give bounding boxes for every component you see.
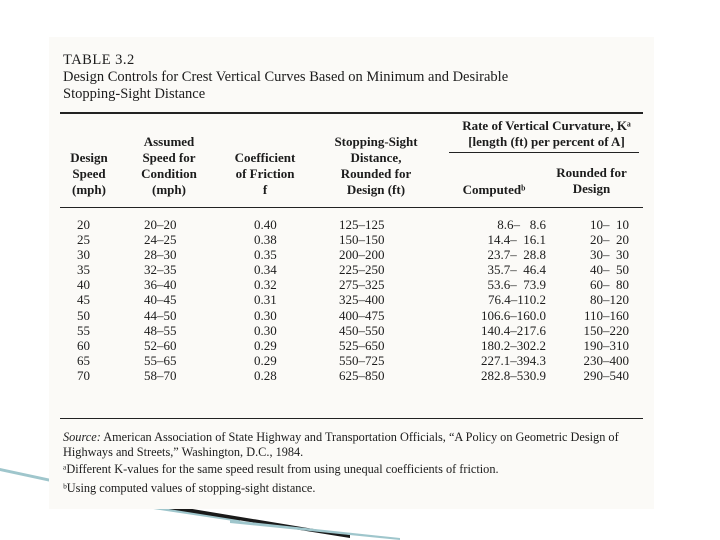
rounded-k-cell: 10– 10 (590, 217, 629, 232)
computed-k-cell: 8.6– 8.6 (497, 217, 546, 232)
design-speed-cell: 55 (77, 322, 90, 338)
table-bottom-rule (60, 418, 643, 419)
assumed-speed-cell: 58–70 (144, 367, 177, 383)
stopping-sight-cell: 200–200 (339, 247, 385, 263)
footnote-a: ᵃDifferent K-values for the same speed result from using unequal coefficients of friction. (63, 462, 499, 476)
column-friction (254, 217, 294, 383)
header-bottom-rule (60, 207, 643, 208)
friction-cell: 0.40 (254, 217, 277, 232)
assumed-speed-cell: 28–30 (144, 247, 177, 263)
assumed-speed-cell: 32–35 (144, 262, 177, 278)
assumed-speed-cell: 48–55 (144, 322, 177, 338)
rounded-k-cell: 290–540 (583, 367, 629, 383)
column-assumed-speed (144, 217, 204, 383)
stopping-sight-cell: 525–650 (339, 337, 385, 353)
column-rounded (549, 217, 629, 383)
friction-cell: 0.30 (254, 307, 277, 323)
table-title-line-2: Stopping-Sight Distance (63, 86, 206, 102)
header-computed: Computedᵇ (462, 182, 526, 197)
friction-cell: 0.34 (254, 262, 277, 278)
assumed-speed-cell: 24–25 (144, 232, 177, 248)
friction-cell: 0.35 (254, 247, 277, 263)
rounded-k-cell: 110–160 (583, 307, 629, 323)
design-speed-cell: 25 (77, 232, 90, 248)
source-text: American Association of State Highway and Transportation Officials, “A Policy on Geometric Design of Highways and Streets,” Washington, D.C., 1984. (63, 430, 619, 459)
assumed-speed-cell: 44–50 (144, 307, 177, 323)
source-label: Source: (63, 430, 101, 444)
computed-k-cell: 35.7– 46.4 (487, 262, 546, 278)
friction-cell: 0.30 (254, 322, 277, 338)
stopping-sight-cell: 550–725 (339, 352, 385, 368)
stopping-sight-cell: 450–550 (339, 322, 385, 338)
column-stopping-sight (339, 217, 429, 383)
friction-cell: 0.38 (254, 232, 277, 248)
header-stopping-sight: Stopping-Sight Distance, Rounded for Design (ft) (334, 134, 418, 197)
design-speed-cell: 65 (77, 352, 90, 368)
table-number: TABLE 3.2 (63, 52, 135, 68)
computed-k-cell: 180.2–302.2 (481, 337, 546, 353)
rounded-k-cell: 40– 50 (590, 262, 629, 278)
table-title-line-1: Design Controls for Crest Vertical Curves Based on Minimum and Desirable (63, 69, 509, 85)
column-computed (451, 217, 546, 383)
design-speed-cell: 20 (77, 217, 90, 232)
header-coefficient: Coefficient of Friction f (234, 150, 296, 197)
stopping-sight-cell: 275–325 (339, 277, 385, 293)
rounded-k-cell: 30– 30 (590, 247, 629, 263)
source-note (63, 430, 643, 460)
stopping-sight-cell: 125–125 (339, 217, 385, 232)
header-rate-k: Rate of Vertical Curvature, Kᵃ [length (ft) per percent of A] (462, 118, 631, 149)
assumed-speed-cell: 52–60 (144, 337, 177, 353)
scanned-table-page (49, 37, 654, 509)
design-speed-cell: 50 (77, 307, 90, 323)
friction-cell: 0.29 (254, 337, 277, 353)
table-title-block (63, 52, 508, 103)
header-design-speed: Design Speed (mph) (70, 150, 108, 197)
assumed-speed-cell: 55–65 (144, 352, 177, 368)
friction-cell: 0.32 (254, 277, 277, 293)
footnote-b: ᵇUsing computed values of stopping-sight distance. (63, 481, 316, 495)
computed-k-cell: 106.6–160.0 (481, 307, 546, 323)
friction-cell: 0.31 (254, 292, 277, 308)
rounded-k-cell: 80–120 (590, 292, 629, 308)
rounded-k-cell: 150–220 (583, 322, 629, 338)
design-speed-cell: 35 (77, 262, 90, 278)
design-speed-cell: 30 (77, 247, 90, 263)
top-rule (60, 112, 643, 114)
column-design-speed (77, 217, 107, 383)
design-speed-cell: 60 (77, 337, 90, 353)
stopping-sight-cell: 150–150 (339, 232, 385, 248)
rate-group-rule (449, 152, 639, 153)
design-speed-cell: 70 (77, 367, 90, 383)
rounded-k-cell: 60– 80 (590, 277, 629, 293)
rounded-k-cell: 20– 20 (590, 232, 629, 248)
friction-cell: 0.28 (254, 367, 277, 383)
stopping-sight-cell: 325–400 (339, 292, 385, 308)
computed-k-cell: 23.7– 28.8 (487, 247, 546, 263)
computed-k-cell: 14.4– 16.1 (487, 232, 546, 248)
rounded-k-cell: 190–310 (583, 337, 629, 353)
friction-cell: 0.29 (254, 352, 277, 368)
computed-k-cell: 76.4–110.2 (487, 292, 546, 308)
stopping-sight-cell: 400–475 (339, 307, 385, 323)
computed-k-cell: 227.1–394.3 (481, 352, 546, 368)
assumed-speed-cell: 36–40 (144, 277, 177, 293)
computed-k-cell: 140.4–217.6 (481, 322, 546, 338)
rounded-k-cell: 230–400 (583, 352, 629, 368)
assumed-speed-cell: 20–20 (144, 217, 177, 232)
design-speed-cell: 45 (77, 292, 90, 308)
computed-k-cell: 53.6– 73.9 (487, 277, 546, 293)
header-rounded: Rounded for Design (556, 165, 627, 196)
assumed-speed-cell: 40–45 (144, 292, 177, 308)
stopping-sight-cell: 625–850 (339, 367, 385, 383)
stopping-sight-cell: 225–250 (339, 262, 385, 278)
computed-k-cell: 282.8–530.9 (481, 367, 546, 383)
design-speed-cell: 40 (77, 277, 90, 293)
header-assumed-speed: Assumed Speed for Condition (mph) (141, 134, 197, 197)
